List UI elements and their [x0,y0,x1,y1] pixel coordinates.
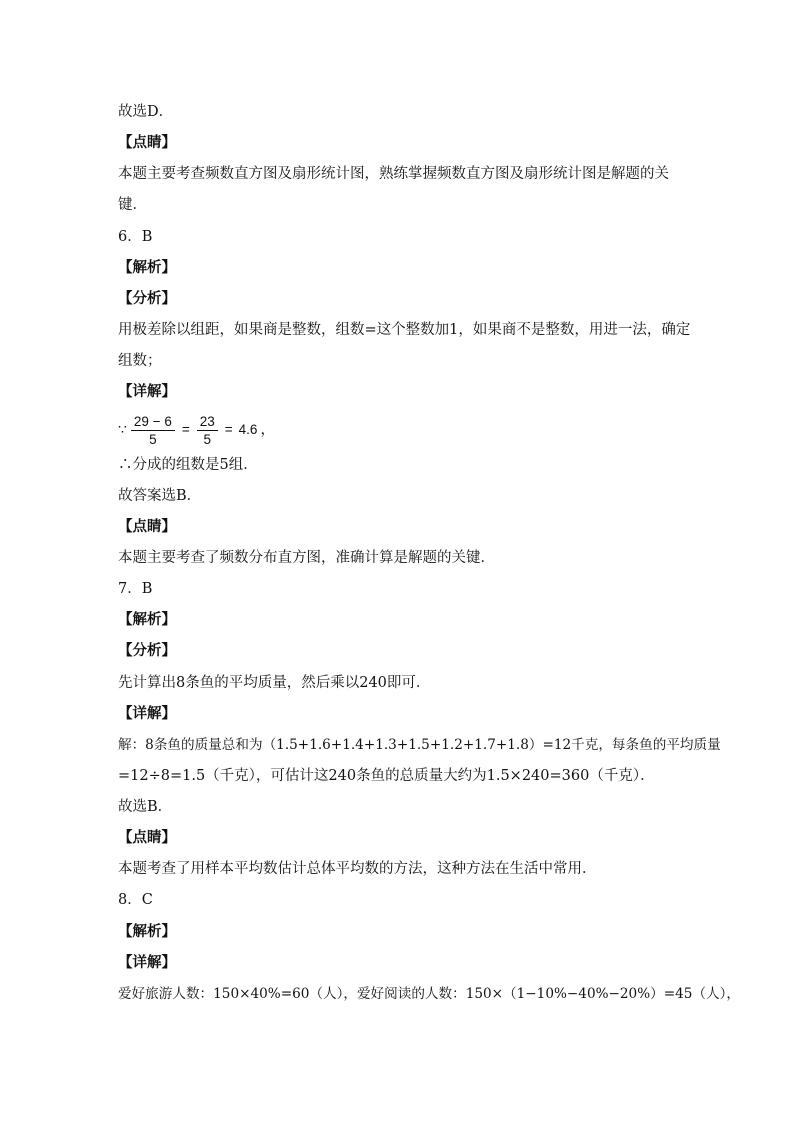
section-header-fenxi: 【分析】 [118,642,176,659]
section-header-dianjing: 【点睛】 [118,134,176,151]
section-header-xiangjie: 【详解】 [118,383,176,400]
solution-text: 爱好旅游人数：150×40%=60（人），爱好阅读的人数：150×（1−10%−40%−20%）=45（人）， [118,986,740,1002]
fraction-1-numerator: 29 − 6 [131,413,175,431]
section-header-fenxi: 【分析】 [118,290,176,307]
commentary-text: 本题主要考查频数直方图及扇形统计图，熟练掌握频数直方图及扇形统计图是解题的关 [118,166,669,182]
commentary-text-cont: 键． [118,197,147,213]
fraction-2-numerator: 23 [197,413,218,431]
equals-sign: = [181,422,190,437]
formula-result: 4.6 [238,422,258,437]
fraction-1 [131,413,175,448]
solution-text: 解：8条鱼的质量总和为（1.5+1.6+1.4+1.3+1.5+1.2+1.7+1.8）=12千克，每条鱼的平均质量 [118,737,721,753]
commentary-text: 本题考查了用样本平均数估计总体平均数的方法，这种方法在生活中常用． [118,861,597,877]
fraction-2-denominator: 5 [203,431,211,447]
fraction-1-denominator: 5 [149,431,157,447]
section-header-xiangjie: 【详解】 [118,705,176,722]
section-header-jiexi: 【解析】 [118,923,176,940]
fraction-2 [197,413,218,448]
section-header-dianjing: 【点睛】 [118,518,176,535]
formula-line [118,410,718,450]
answer-line-7: 故选B． [118,799,173,815]
analysis-text-cont: 组数； [118,353,162,369]
solution-text-cont: =12÷8=1.5（千克），可估计这240条鱼的总质量大约为1.5×240=360（千克）． [118,768,655,784]
because-symbol: ∵ [118,422,127,438]
question-answer-7: 7．B [118,581,153,597]
section-header-jiexi: 【解析】 [118,611,176,628]
answer-line-5: 故选D． [118,104,174,120]
question-answer-8: 8．C [118,892,153,908]
conclusion-text: ∴分成的组数是5组． [118,457,258,473]
section-header-jiexi: 【解析】 [118,259,176,276]
section-header-xiangjie: 【详解】 [118,954,176,971]
question-answer-6: 6．B [118,229,153,245]
analysis-text: 用极差除以组距，如果商是整数，组数=这个整数加1，如果商不是整数，用进一法，确定 [118,322,691,338]
formula-tail: ， [260,422,275,438]
section-header-dianjing: 【点睛】 [118,829,176,846]
analysis-text: 先计算出8条鱼的平均质量，然后乘以240即可． [118,675,431,691]
answer-line-6: 故答案选B． [118,488,202,504]
equals-sign: = [224,422,233,437]
commentary-text: 本题主要考查了频数分布直方图，准确计算是解题的关键． [118,550,495,566]
